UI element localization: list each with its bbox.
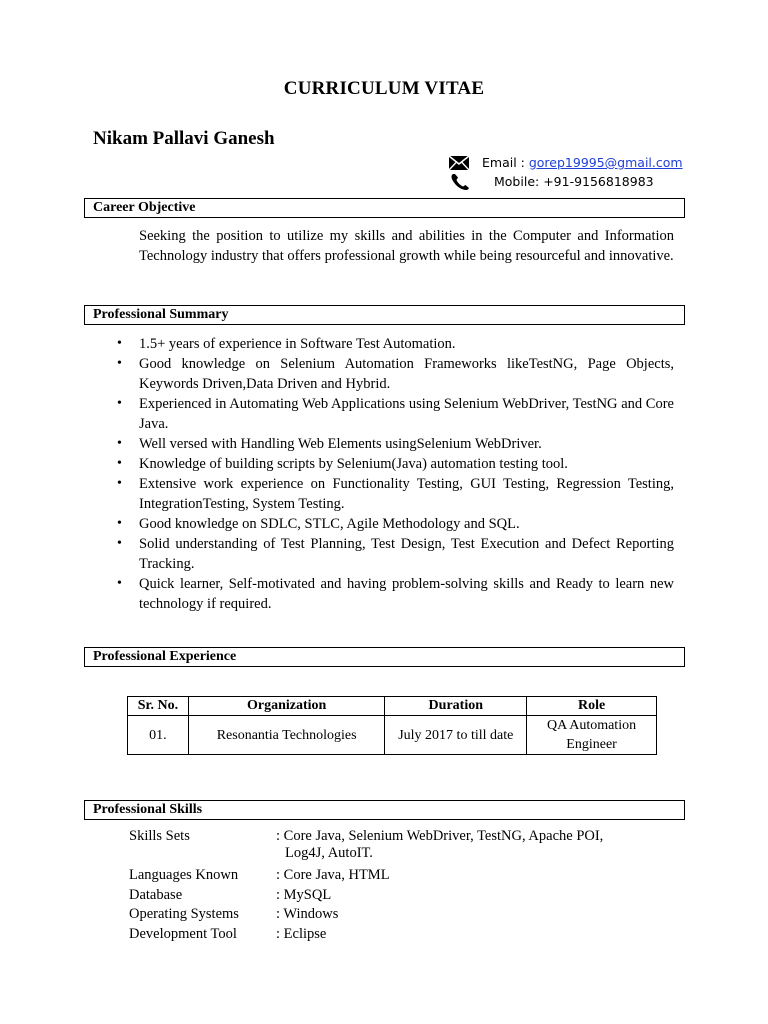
list-item: • 1.5+ years of experience in Software Test Automation. bbox=[139, 334, 674, 354]
skill-key: Database bbox=[129, 886, 183, 903]
cell-sr-no: 01. bbox=[128, 716, 189, 755]
list-item: • Experienced in Automating Web Applications using Selenium WebDriver, TestNG and Core Java. bbox=[139, 394, 674, 434]
phone-icon bbox=[450, 173, 472, 191]
col-header-sr-no: Sr. No. bbox=[128, 697, 189, 716]
section-heading: Professional Skills bbox=[93, 802, 203, 817]
table-header-row bbox=[128, 697, 657, 716]
experience-table bbox=[127, 696, 657, 755]
skill-value-continuation: Log4J, AutoIT. bbox=[285, 845, 373, 861]
section-heading: Professional Experience bbox=[93, 649, 237, 664]
skill-value: : MySQL bbox=[276, 886, 332, 903]
skill-key: Operating Systems bbox=[129, 906, 239, 922]
list-item: • Good knowledge on Selenium Automation Frameworks likeTestNG, Page Objects, Keywords Driven,Data Driven and Hybrid. bbox=[139, 354, 674, 394]
cell-role: QA Automation Engineer bbox=[527, 716, 657, 755]
envelope-icon bbox=[448, 154, 470, 172]
document-title: CURRICULUM VITAE bbox=[283, 78, 485, 99]
section-professional-experience bbox=[84, 647, 685, 667]
skill-value bbox=[276, 828, 656, 862]
skill-value: : Core Java, HTML bbox=[276, 867, 390, 883]
list-item: • Solid understanding of Test Planning, Test Design, Test Execution and Defect Reporting Tracking. bbox=[139, 534, 674, 574]
section-heading: Professional Summary bbox=[93, 307, 229, 322]
mobile-text: Mobile: +91-9156818983 bbox=[494, 174, 654, 189]
email-link[interactable]: gorep19995@gmail.com bbox=[528, 155, 683, 170]
col-header-organization: Organization bbox=[188, 697, 385, 716]
cell-duration: July 2017 to till date bbox=[385, 716, 527, 755]
summary-list bbox=[139, 334, 674, 614]
list-item: • Knowledge of building scripts by Selenium(Java) automation testing tool. bbox=[139, 454, 674, 474]
list-item: • Good knowledge on SDLC, STLC, Agile Methodology and SQL. bbox=[139, 514, 674, 534]
career-objective-text: Seeking the position to utilize my skills and abilities in the Computer and Information Technology industry that offers professional growth while being resourceful and innovative. bbox=[139, 228, 674, 264]
list-item: • Well versed with Handling Web Elements usingSelenium WebDriver. bbox=[139, 434, 674, 454]
skill-key: Development Tool bbox=[129, 925, 237, 942]
skill-key: Skills Sets bbox=[129, 828, 190, 844]
table-row bbox=[128, 716, 657, 755]
section-professional-summary bbox=[84, 305, 685, 325]
section-heading: Career Objective bbox=[93, 200, 196, 215]
section-career-objective bbox=[84, 198, 685, 218]
section-professional-skills bbox=[84, 800, 685, 820]
cell-organization: Resonantia Technologies bbox=[188, 716, 385, 755]
list-item: • Extensive work experience on Functionality Testing, GUI Testing, Regression Testing, IntegrationTesting, System Testing. bbox=[139, 474, 674, 514]
skill-key: Languages Known bbox=[129, 867, 239, 883]
skill-value: : Eclipse bbox=[276, 925, 327, 942]
skill-value-line: : Core Java, Selenium WebDriver, TestNG, Apache POI, bbox=[276, 828, 604, 844]
list-item: • Quick learner, Self-motivated and having problem-solving skills and Ready to learn new technology if required. bbox=[139, 574, 674, 614]
email-label: Email : bbox=[482, 155, 529, 170]
email-text bbox=[482, 155, 683, 170]
skill-value: : Windows bbox=[276, 906, 339, 922]
candidate-name: Nikam Pallavi Ganesh bbox=[93, 128, 275, 149]
col-header-role: Role bbox=[527, 697, 657, 716]
col-header-duration: Duration bbox=[385, 697, 527, 716]
